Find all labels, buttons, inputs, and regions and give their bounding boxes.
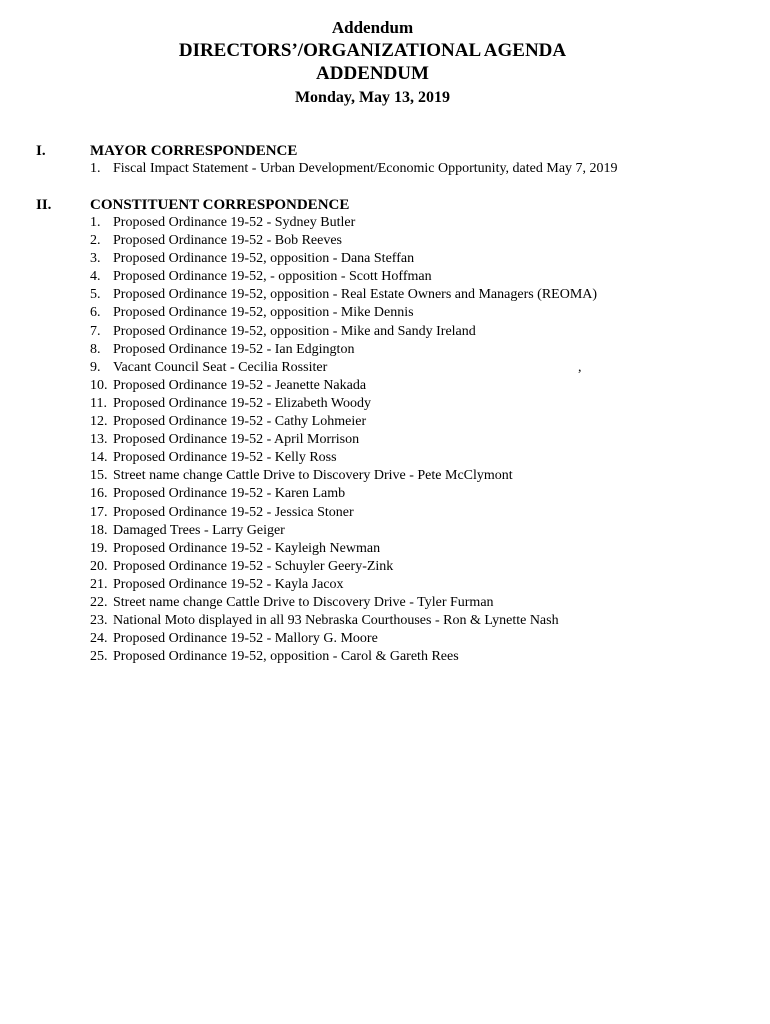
item-number: 5. bbox=[90, 287, 101, 303]
section-item-list bbox=[90, 160, 618, 178]
list-item bbox=[90, 395, 597, 413]
item-number: 12. bbox=[90, 414, 108, 430]
item-number: 13. bbox=[90, 432, 108, 448]
list-item bbox=[90, 612, 597, 630]
item-text: Proposed Ordinance 19-52 - Schuyler Geery-Zink bbox=[113, 558, 394, 574]
header-agenda-title: DIRECTORS’/ORGANIZATIONAL AGENDA bbox=[178, 40, 567, 61]
item-number: 21. bbox=[90, 576, 108, 592]
item-text: Proposed Ordinance 19-52 - Bob Reeves bbox=[113, 233, 343, 249]
list-item bbox=[90, 413, 597, 431]
item-text: Proposed Ordinance 19-52 - Jessica Stoner bbox=[113, 504, 354, 520]
item-text: Proposed Ordinance 19-52 - Mallory G. Moore bbox=[113, 631, 378, 647]
item-number: 14. bbox=[90, 450, 108, 466]
item-text: Proposed Ordinance 19-52 - Kayla Jacox bbox=[113, 576, 344, 592]
item-number: 25. bbox=[90, 649, 108, 665]
list-item bbox=[90, 485, 597, 503]
header-date: Monday, May 13, 2019 bbox=[294, 89, 451, 106]
list-item bbox=[90, 286, 597, 304]
item-text: Proposed Ordinance 19-52 - Sydney Butler bbox=[113, 215, 356, 230]
list-item bbox=[90, 323, 597, 341]
item-number: 23. bbox=[90, 613, 108, 629]
item-text: Fiscal Impact Statement - Urban Development/Economic Opportunity, dated May 7, 2019 bbox=[113, 161, 618, 176]
item-text: Street name change Cattle Drive to Discovery Drive - Pete McClymont bbox=[113, 468, 513, 484]
list-item bbox=[90, 160, 618, 178]
list-item bbox=[90, 268, 597, 286]
section-item-list bbox=[90, 214, 597, 666]
item-text: National Moto displayed in all 93 Nebraska Courthouses - Ron & Lynette Nash bbox=[113, 613, 559, 629]
item-number: 3. bbox=[90, 251, 101, 267]
list-item bbox=[90, 630, 597, 648]
section-title: MAYOR CORRESPONDENCE bbox=[90, 143, 298, 159]
section-numeral: I. bbox=[36, 143, 46, 159]
header-addendum-title: ADDENDUM bbox=[316, 63, 429, 84]
item-number: 7. bbox=[90, 323, 101, 339]
item-text: Proposed Ordinance 19-52, - opposition - Scott Hoffman bbox=[113, 269, 432, 285]
list-item bbox=[90, 594, 597, 612]
item-text: Proposed Ordinance 19-52 - Karen Lamb bbox=[113, 486, 346, 502]
list-item bbox=[90, 341, 597, 359]
item-text: Proposed Ordinance 19-52 - Kayleigh Newman bbox=[113, 540, 381, 556]
stray-comma-mark: , bbox=[578, 359, 582, 375]
list-item bbox=[90, 540, 597, 558]
list-item bbox=[90, 304, 597, 322]
item-number: 15. bbox=[90, 468, 108, 484]
list-item bbox=[90, 522, 597, 540]
list-item bbox=[90, 359, 597, 377]
item-number: 10. bbox=[90, 377, 108, 393]
item-text: Damaged Trees - Larry Geiger bbox=[113, 522, 285, 538]
item-text: Proposed Ordinance 19-52 - April Morrison bbox=[113, 432, 360, 448]
list-item bbox=[90, 232, 597, 250]
item-number: 1. bbox=[90, 215, 101, 230]
item-text: Proposed Ordinance 19-52 - Ian Edgington bbox=[113, 341, 355, 357]
item-number: 17. bbox=[90, 504, 108, 520]
list-item bbox=[90, 648, 597, 666]
item-number: 11. bbox=[90, 395, 107, 411]
item-text: Proposed Ordinance 19-52 - Jeanette Nakada bbox=[113, 377, 367, 393]
list-item bbox=[90, 214, 597, 232]
item-number: 19. bbox=[90, 540, 108, 556]
header-addendum-label: Addendum bbox=[331, 18, 414, 37]
list-item bbox=[90, 576, 597, 594]
item-number: 24. bbox=[90, 631, 108, 647]
document-header bbox=[0, 17, 745, 109]
item-text: Proposed Ordinance 19-52 - Elizabeth Woody bbox=[113, 395, 371, 411]
item-number: 1. bbox=[90, 161, 101, 176]
item-number: 8. bbox=[90, 341, 101, 357]
item-text: Street name change Cattle Drive to Discovery Drive - Tyler Furman bbox=[113, 594, 494, 610]
list-item bbox=[90, 431, 597, 449]
item-text: Proposed Ordinance 19-52, opposition - Mike Dennis bbox=[113, 305, 414, 321]
item-text: Proposed Ordinance 19-52, opposition - Dana Steffan bbox=[113, 251, 415, 267]
item-number: 9. bbox=[90, 359, 101, 375]
section-title: CONSTITUENT CORRESPONDENCE bbox=[90, 197, 350, 213]
list-item bbox=[90, 558, 597, 576]
item-text: Proposed Ordinance 19-52 - Cathy Lohmeier bbox=[113, 414, 367, 430]
item-number: 20. bbox=[90, 558, 108, 574]
item-number: 22. bbox=[90, 594, 108, 610]
list-item bbox=[90, 504, 597, 522]
item-text: Proposed Ordinance 19-52, opposition - Mike and Sandy Ireland bbox=[113, 323, 476, 339]
list-item bbox=[90, 449, 597, 467]
item-text: Proposed Ordinance 19-52 - Kelly Ross bbox=[113, 450, 337, 466]
item-number: 16. bbox=[90, 486, 108, 502]
item-text: Proposed Ordinance 19-52, opposition - Carol & Gareth Rees bbox=[113, 649, 459, 665]
list-item bbox=[90, 250, 597, 268]
item-number: 4. bbox=[90, 269, 101, 285]
item-number: 18. bbox=[90, 522, 108, 538]
item-text: Vacant Council Seat - Cecilia Rossiter bbox=[113, 359, 328, 375]
list-item bbox=[90, 467, 597, 485]
section-numeral: II. bbox=[36, 197, 52, 213]
item-number: 2. bbox=[90, 233, 101, 249]
item-number: 6. bbox=[90, 305, 101, 321]
list-item bbox=[90, 377, 597, 395]
item-text: Proposed Ordinance 19-52, opposition - Real Estate Owners and Managers (REOMA) bbox=[113, 287, 598, 303]
